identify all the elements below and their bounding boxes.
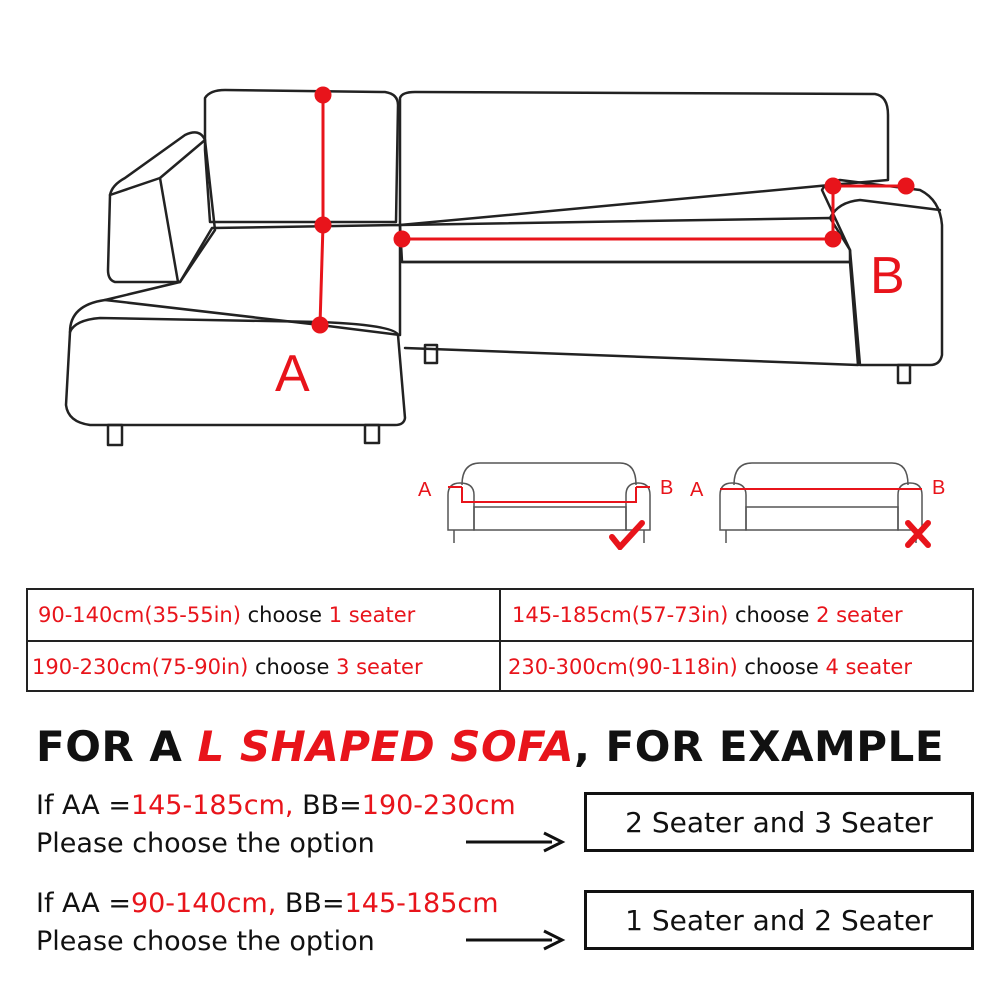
point-b-right xyxy=(826,232,840,246)
arrow-right-icon xyxy=(466,830,566,854)
example-2-condition: If AA =90-140cm, BB=145-185cm xyxy=(36,888,499,919)
small-b-right: B xyxy=(660,477,674,499)
size-row-4: 230-300cm(90-118in) choose 4 seater xyxy=(508,655,912,679)
small-a-left: A xyxy=(418,479,432,501)
arrow-right-icon xyxy=(466,928,566,952)
label-b: B xyxy=(870,247,905,305)
size-row-1: 90-140cm(35-55in) choose 1 seater xyxy=(38,603,416,627)
headline: FOR A L SHAPED SOFA, FOR EXAMPLE xyxy=(36,722,945,771)
check-icon xyxy=(612,523,642,547)
size-row-3: 190-230cm(75-90in) choose 3 seater xyxy=(32,655,423,679)
small-sofa-correct xyxy=(440,455,660,550)
example-2-instruction: Please choose the option xyxy=(36,926,375,957)
point-a-bottom xyxy=(313,318,327,332)
example-1-condition: If AA =145-185cm, BB=190-230cm xyxy=(36,790,516,821)
small-b-right-2: B xyxy=(932,477,946,499)
example-1-instruction: Please choose the option xyxy=(36,828,375,859)
point-b-left xyxy=(395,232,409,246)
label-a: A xyxy=(275,345,310,403)
point-b-arm-right xyxy=(899,179,913,193)
option-box-2: 1 Seater and 2 Seater xyxy=(584,890,974,950)
size-table xyxy=(26,588,974,692)
point-a-top xyxy=(316,88,330,102)
option-box-1: 2 Seater and 3 Seater xyxy=(584,792,974,852)
small-sofa-wrong xyxy=(712,455,942,550)
x-icon xyxy=(908,523,928,545)
l-sofa-diagram xyxy=(0,0,1000,470)
point-b-arm-left xyxy=(826,179,840,193)
small-a-left-2: A xyxy=(690,479,704,501)
size-row-2: 145-185cm(57-73in) choose 2 seater xyxy=(512,603,903,627)
point-a-mid xyxy=(316,218,330,232)
